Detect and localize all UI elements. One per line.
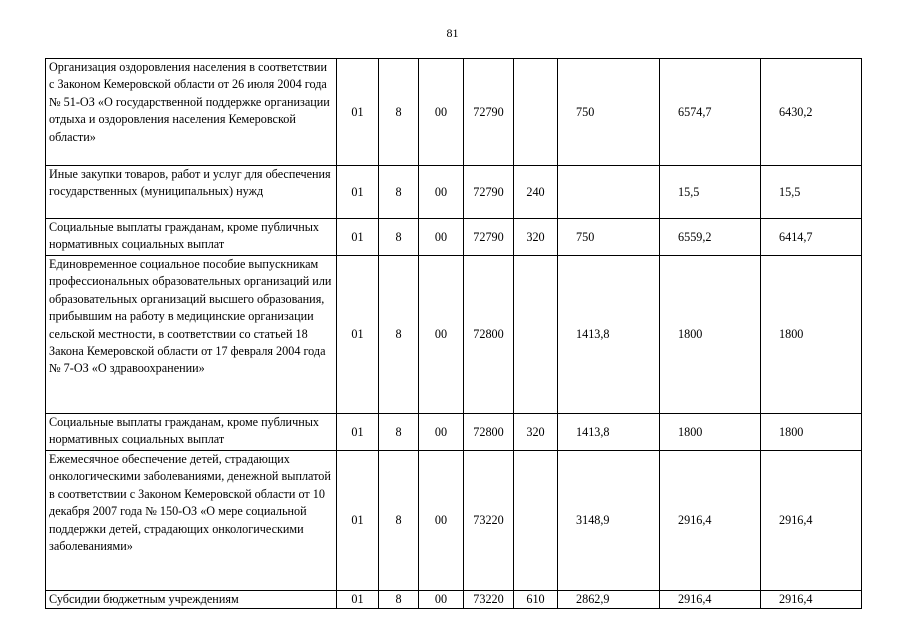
amount-2: 6574,7 xyxy=(660,59,761,166)
code-3: 00 xyxy=(419,166,464,219)
table-row xyxy=(46,256,862,414)
table-row xyxy=(46,591,862,609)
code-5: 320 xyxy=(514,414,558,451)
amount-3: 6430,2 xyxy=(761,59,862,166)
code-4: 72790 xyxy=(464,166,514,219)
code-3: 00 xyxy=(419,414,464,451)
code-2: 8 xyxy=(379,414,419,451)
table-row xyxy=(46,166,862,219)
code-2: 8 xyxy=(379,166,419,219)
code-4: 73220 xyxy=(464,591,514,609)
amount-1: 2862,9 xyxy=(558,591,660,609)
row-name: Организация оздоровления населения в соответствии с Законом Кемеровской области от 26 июля 2004 года № 51-ОЗ «О государственной поддержке организации отдыха и оздоровления населения Кемеровской области» xyxy=(46,59,337,166)
page-number: 81 xyxy=(446,26,459,40)
code-2: 8 xyxy=(379,451,419,591)
code-5 xyxy=(514,59,558,166)
amount-2: 2916,4 xyxy=(660,591,761,609)
row-name: Социальные выплаты гражданам, кроме публичных нормативных социальных выплат xyxy=(46,219,337,256)
budget-table xyxy=(45,58,862,609)
amount-3: 6414,7 xyxy=(761,219,862,256)
amount-1: 3148,9 xyxy=(558,451,660,591)
code-1: 01 xyxy=(337,591,379,609)
table-row xyxy=(46,414,862,451)
amount-1: 1413,8 xyxy=(558,256,660,414)
code-3: 00 xyxy=(419,219,464,256)
code-1: 01 xyxy=(337,219,379,256)
row-name: Социальные выплаты гражданам, кроме публичных нормативных социальных выплат xyxy=(46,414,337,451)
code-1: 01 xyxy=(337,256,379,414)
code-2: 8 xyxy=(379,219,419,256)
code-5: 240 xyxy=(514,166,558,219)
code-3: 00 xyxy=(419,59,464,166)
amount-1: 750 xyxy=(558,59,660,166)
code-4: 72790 xyxy=(464,219,514,256)
table-row xyxy=(46,451,862,591)
code-3: 00 xyxy=(419,256,464,414)
amount-3: 1800 xyxy=(761,414,862,451)
code-1: 01 xyxy=(337,451,379,591)
amount-3: 1800 xyxy=(761,256,862,414)
code-4: 72800 xyxy=(464,414,514,451)
amount-3: 15,5 xyxy=(761,166,862,219)
amount-2: 1800 xyxy=(660,256,761,414)
amount-1: 750 xyxy=(558,219,660,256)
code-5: 320 xyxy=(514,219,558,256)
amount-2: 2916,4 xyxy=(660,451,761,591)
row-name: Субсидии бюджетным учреждениям xyxy=(46,591,337,609)
row-name: Ежемесячное обеспечение детей, страдающих онкологическими заболеваниями, денежной выплатой в соответствии с Законом Кемеровской области от 10 декабря 2007 года № 150-ОЗ «О мере социальной поддержки детей, страдающих онкологическими заболеваниями» xyxy=(46,451,337,591)
code-5 xyxy=(514,451,558,591)
code-4: 72800 xyxy=(464,256,514,414)
code-1: 01 xyxy=(337,414,379,451)
amount-3: 2916,4 xyxy=(761,451,862,591)
amount-2: 1800 xyxy=(660,414,761,451)
amount-3: 2916,4 xyxy=(761,591,862,609)
table-row xyxy=(46,59,862,166)
code-1: 01 xyxy=(337,166,379,219)
amount-1 xyxy=(558,166,660,219)
code-2: 8 xyxy=(379,591,419,609)
code-1: 01 xyxy=(337,59,379,166)
code-5: 610 xyxy=(514,591,558,609)
code-3: 00 xyxy=(419,591,464,609)
code-2: 8 xyxy=(379,256,419,414)
table-row xyxy=(46,219,862,256)
amount-2: 15,5 xyxy=(660,166,761,219)
code-3: 00 xyxy=(419,451,464,591)
code-5 xyxy=(514,256,558,414)
row-name: Иные закупки товаров, работ и услуг для обеспечения государственных (муниципальных) нужд xyxy=(46,166,337,219)
amount-2: 6559,2 xyxy=(660,219,761,256)
code-4: 72790 xyxy=(464,59,514,166)
code-4: 73220 xyxy=(464,451,514,591)
row-name: Единовременное социальное пособие выпускникам профессиональных образовательных организаций или образовательных организаций высшего образования, прибывшим на работу в медицинские организации сельской местности, в соответствии со статьей 18 Закона Кемеровской области от 17 февраля 2004 года № 7-ОЗ «О здравоохранении» xyxy=(46,256,337,414)
amount-1: 1413,8 xyxy=(558,414,660,451)
code-2: 8 xyxy=(379,59,419,166)
